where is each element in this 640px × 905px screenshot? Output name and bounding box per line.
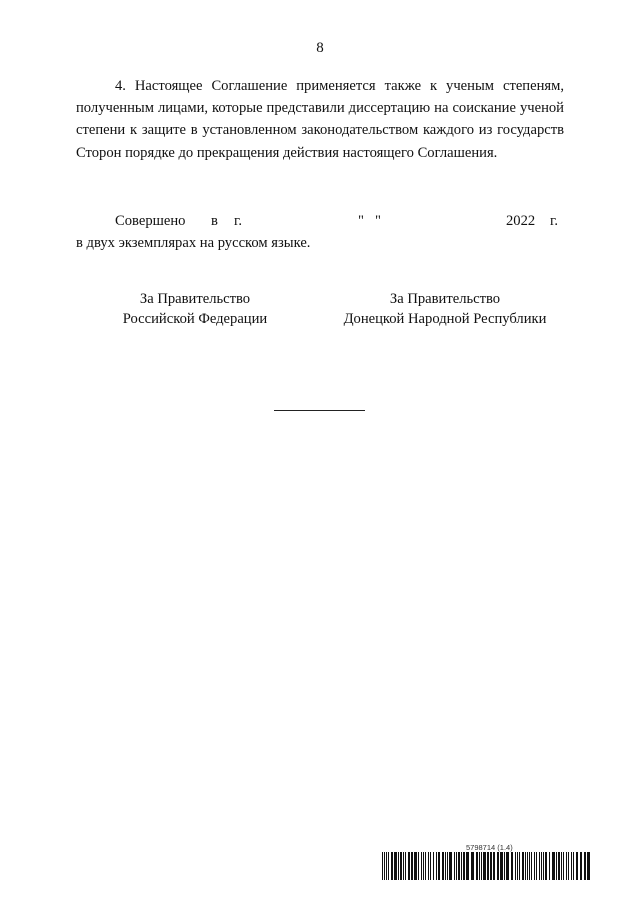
signature-right-line2: Донецкой Народной Республики [343,311,547,327]
date-quote-close: " [375,213,381,229]
barcode [382,852,592,880]
date-year: 2022 [506,213,536,229]
clause-4-paragraph: 4. Настоящее Соглашение применяется также к ученым степеням, полученным лицами, которые представили диссертацию на соискание ученой степени к защите в установленном законодательством каждого из государств Сторон порядке до прекращения действия настоящего Соглашения. [76,78,564,161]
page-number: 8 [316,40,324,56]
done-word: Совершено [115,213,186,229]
signature-right-line1: За Правительство [389,291,501,307]
closing-divider [274,410,365,411]
signing-place-date-line [76,213,564,235]
done-in: в [211,213,218,229]
document-code: 5798714 (1.4) [466,843,513,852]
done-city-abbr: г. [234,213,242,229]
date-quote-open: " [358,213,364,229]
date-year-suffix: г. [550,213,558,229]
signature-left-line1: За Правительство [139,291,251,307]
signature-block-russia [100,289,290,329]
signature-block-dpr [330,289,560,329]
signature-left-line2: Российской Федерации [122,311,268,327]
copies-language-line: в двух экземплярах на русском языке. [76,235,311,251]
